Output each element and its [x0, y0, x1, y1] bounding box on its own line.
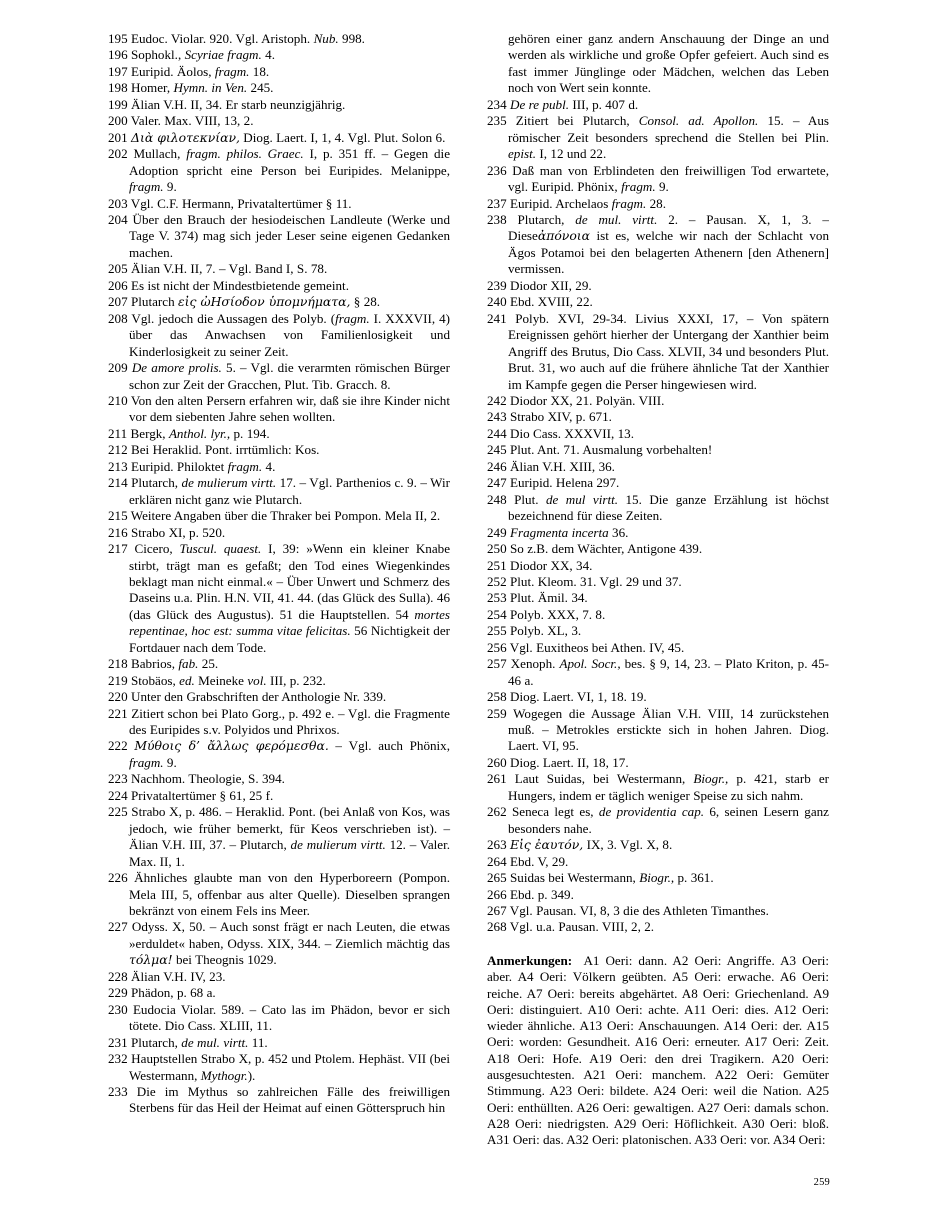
endnote-201: 201 Διὰ φιλοτεκνίαν, Diog. Laert. I, 1, 4. Vgl. Plut. Solon 6. — [108, 129, 446, 145]
endnote-215: 215 Weitere Angaben über die Thraker bei Pompon. Mela II, 2. — [108, 508, 441, 524]
endnote-243: 243 Strabo XIV, p. 671. — [487, 409, 612, 425]
endnote-265: 265 Suidas bei Westermann, Biogr., p. 361. — [487, 870, 714, 886]
endnote-252: 252 Plut. Kleom. 31. Vgl. 29 und 37. — [487, 573, 682, 589]
endnote-218: 218 Babrios, fab. 25. — [108, 656, 219, 672]
endnote-212: 212 Bei Heraklid. Pont. irrtümlich: Kos. — [108, 442, 320, 458]
endnote-217: 217 Cicero, Tuscul. quaest. I, 39: »Wenn ein kleiner Knabe stirbt, trägt man es gefaßt; den Tod eines Wiegenkindes beklagt man nicht einmal.« – Über Unwert und Schmerz des Daseins u.a. Plin. H.N. VII, 41. 44. (das Glück des Sulla). 46 (das Glück des Augustus). 51 die Hauptstellen. 54 mortes repentinae, hoc est: summa vitae felicitas. 56 Nichtigkeit der Fortdauer nach dem Tode. — [108, 541, 451, 655]
endnote-251: 251 Diodor XX, 34. — [487, 557, 593, 573]
endnote-241: 241 Polyb. XVI, 29-34. Livius XXXI, 17, – Von spätern Ereignissen gehört hierher der Untergang der Xanthier beim Angriff des Brutus, Dio Cass. XLVII, 34 und besonders Plut. Brut. 31, wo auch auf die frühere ähnliche Tat der Xanthier im Kampfe gegen die Perser hingewiesen wird. — [487, 310, 829, 392]
endnote-227: 227 Odyss. X, 50. – Auch sonst frägt er nach Leuten, die etwas »erduldet« haben, Odyss. XIX, 344. – Ziemlich mächtig das τόλμα! bei Theognis 1029. — [108, 919, 450, 968]
endnote-239: 239 Diodor XII, 29. — [487, 277, 592, 293]
endnote-220: 220 Unter den Grabschriften der Anthologie Nr. 339. — [108, 689, 387, 705]
left-column — [108, 31, 450, 1117]
endnote-213: 213 Euripid. Philoktet fragm. 4. — [108, 458, 276, 474]
endnote-233-continuation: gehören einer ganz andern Anschauung der Dinge an und werden als wirkliche und große Opfer gefeiert. Auch sind es fast immer Jünglinge oder Mädchen, welchen das Leben noch von Wert sein konnte. — [508, 31, 829, 96]
endnote-225: 225 Strabo X, p. 486. – Heraklid. Pont. (bei Anlaß von Kos, was jedoch, wie früher bemerkt, für Keos verschrieben ist). – Älian V.H. III, 37. – Plutarch, de mulierum virtt. 12. – Valer. Max. II, 1. — [108, 804, 451, 869]
endnote-216: 216 Strabo XI, p. 520. — [108, 524, 226, 540]
endnote-224: 224 Privataltertümer § 61, 25 f. — [108, 787, 274, 803]
endnote-233: 233 Die im Mythus so zahlreichen Fälle des freiwilligen Sterbens für das Heil der Heimat auf einen Götterspruch hin — [108, 1084, 450, 1116]
endnote-208: 208 Vgl. jedoch die Aussagen des Polyb. (fragm. I. XXXVII, 4) über das Anwachsen von Familienlosigkeit und Kinderlosigkeit zu seiner Zeit. — [108, 310, 451, 359]
endnote-249: 249 Fragmenta incerta 36. — [487, 524, 629, 540]
endnote-246: 246 Älian V.H. XIII, 36. — [487, 458, 615, 474]
endnote-229: 229 Phädon, p. 68 a. — [108, 985, 216, 1001]
endnote-235: 235 Zitiert bei Plutarch, Consol. ad. Apollon. 15. – Aus römischer Zeit besonders sprechend die Stellen bei Plin. epist. I, 12 und 22. — [487, 113, 829, 162]
endnote-256: 256 Vgl. Euxitheos bei Athen. IV, 45. — [487, 639, 685, 655]
endnote-247: 247 Euripid. Helena 297. — [487, 475, 620, 491]
endnote-230: 230 Eudocia Violar. 589. – Cato las im Phädon, bevor er sich tötete. Dio Cass. XLIII, 11. — [108, 1001, 450, 1034]
endnote-242: 242 Diodor XX, 21. Polyän. VIII. — [487, 392, 665, 408]
endnote-231: 231 Plutarch, de mul. virtt. 11. — [108, 1034, 268, 1050]
endnote-260: 260 Diog. Laert. II, 18, 17. — [487, 754, 629, 770]
endnote-214: 214 Plutarch, de mulierum virtt. 17. – Vgl. Parthenios c. 9. – Wir erklären nicht ganz wie Plutarch. — [108, 475, 450, 507]
two-column-body — [108, 31, 830, 1162]
endnote-258: 258 Diog. Laert. VI, 1, 18. 19. — [487, 689, 647, 705]
anmerkungen-section: Anmerkungen: A1 Oeri: dann. A2 Oeri: Angriffe. A3 Oeri: aber. A4 Oeri: Völkern geübten. A5 Oeri: erwache. A6 Oeri: reiche. A7 Oeri: bereits abgehärtet. A8 Oeri: Griechenland. A9 Oeri: distinguiert. A10 Oeri: achte. A11 Oeri: dies. A12 Oeri: wieder ähnliche. A13 Oeri: Anschauungen. A14 Oeri: der. A15 Oeri: worden: Gesundheit. A16 Oeri: erneuter. A17 Oeri: Zeit. A18 Oeri: Hofe. A19 Oeri: den drei Tragikern. A20 Oeri: ausgesuchtesten. A21 Oeri: manchem. A22 Oeri: Gemüter Stimmung. A23 Oeri: bildete. A24 Oeri: weil die Nation. A25 Oeri: enthüllten. A26 Oeri: gewaltigen. A27 Oeri: damals schon. A28 Oeri: niedrigsten. A29 Oeri: Höflichkeit. A30 Oeri: bloß. A31 Oeri: das. A32 Oeri: platonischen. A33 Oeri: vor. A34 Oeri: — [487, 952, 829, 1148]
endnote-232: 232 Hauptstellen Strabo X, p. 452 und Ptolem. Hephäst. VII (bei Westermann, Mythogr.). — [108, 1051, 450, 1083]
right-column — [487, 31, 829, 1162]
endnote-207: 207 Plutarch εἰς ὠΗσίοδον ὑπομνήματα, § 28. — [108, 294, 381, 310]
endnote-203: 203 Vgl. C.F. Hermann, Privataltertümer § 11. — [108, 195, 352, 211]
endnote-196: 196 Sophokl., Scyriae fragm. 4. — [108, 47, 275, 63]
endnote-200: 200 Valer. Max. VIII, 13, 2. — [108, 113, 254, 129]
endnote-206: 206 Es ist nicht der Mindestbietende gemeint. — [108, 277, 349, 293]
endnote-234: 234 De re publ. III, p. 407 d. — [487, 96, 639, 112]
endnote-222: 222 Μύθοις δ’ ἄλλως φερόμεσθα. – Vgl. auch Phönix, fragm. 9. — [108, 738, 450, 770]
endnote-226: 226 Ähnliches glaubte man von den Hyperboreern (Pompon. Mela III, 5, offenbar aus alter Quelle). Dieselben sprangen bekränzt von einem Fels ins Meer. — [108, 870, 450, 919]
endnote-255: 255 Polyb. XL, 3. — [487, 623, 582, 639]
endnote-211: 211 Bergk, Anthol. lyr., p. 194. — [108, 425, 270, 441]
endnote-199: 199 Älian V.H. II, 34. Er starb neunzigjährig. — [108, 96, 346, 112]
endnote-245: 245 Plut. Ant. 71. Ausmalung vorbehalten! — [487, 442, 713, 458]
endnote-223: 223 Nachhom. Theologie, S. 394. — [108, 771, 285, 787]
endnote-244: 244 Dio Cass. XXXVII, 13. — [487, 425, 634, 441]
endnote-236: 236 Daß man von Erblindeten den freiwilligen Tod erwartete, vgl. Euripid. Phönix, fragm. 9. — [487, 162, 829, 195]
endnote-262: 262 Seneca legt es, de providentia cap. 6, seinen Lesern ganz besonders nahe. — [487, 804, 829, 836]
endnote-228: 228 Älian V.H. IV, 23. — [108, 968, 226, 984]
endnote-195: 195 Eudoc. Violar. 920. Vgl. Aristoph. Nub. 998. — [108, 31, 365, 46]
endnote-266: 266 Ebd. p. 349. — [487, 886, 574, 902]
endnote-237: 237 Euripid. Archelaos fragm. 28. — [487, 195, 666, 211]
endnote-268: 268 Vgl. u.a. Pausan. VIII, 2, 2. — [487, 919, 655, 935]
endnote-219: 219 Stobäos, ed. Meineke vol. III, p. 232. — [108, 672, 326, 688]
endnote-210: 210 Von den alten Persern erfahren wir, daß sie ihre Kinder nicht vor dem siebenten Jahre sehen wollten. — [108, 392, 450, 425]
endnote-197: 197 Euripid. Äolos, fragm. 18. — [108, 63, 270, 79]
endnote-253: 253 Plut. Ämil. 34. — [487, 590, 588, 606]
endnote-254: 254 Polyb. XXX, 7. 8. — [487, 606, 606, 622]
endnote-259: 259 Wogegen die Aussage Älian V.H. VIII, 14 zurückstehen muß. – Metrokles erstickte sich in hohen Jahren. Diog. Laert. VI, 95. — [487, 705, 829, 754]
endnote-250: 250 So z.B. dem Wächter, Antigone 439. — [487, 541, 703, 557]
endnote-198: 198 Homer, Hymn. in Ven. 245. — [108, 80, 274, 96]
endnote-204: 204 Über den Brauch der hesiodeischen Landleute (Werke und Tage V. 374) mag sich jeder Leser seine eigenen Gedanken machen. — [108, 211, 450, 260]
endnote-263: 263 Εἰς ἐαυτόν, IX, 3. Vgl. X, 8. — [487, 837, 673, 853]
endnote-261: 261 Laut Suidas, bei Westermann, Biogr., p. 421, starb er Hungers, indem er täglich weniger Speise zu sich nahm. — [487, 771, 829, 803]
endnote-202: 202 Mullach, fragm. philos. Graec. I, p. 351 ff. – Gegen die Adoption spricht eine Person bei Euripides. Melanippe, fragm. 9. — [108, 146, 451, 195]
endnote-264: 264 Ebd. V, 29. — [487, 853, 569, 869]
endnote-267: 267 Vgl. Pausan. VI, 8, 3 die des Athleten Timanthes. — [487, 903, 769, 919]
endnote-205: 205 Älian V.H. II, 7. – Vgl. Band I, S. 78. — [108, 261, 328, 277]
endnote-209: 209 De amore prolis. 5. – Vgl. die verarmten römischen Bürger schon zur Zeit der Gracchen, Plut. Tib. Gracch. 8. — [108, 360, 450, 392]
endnote-238: 238 Plutarch, de mul. virtt. 2. – Pausan. X, 1, 3. – Dieseἀπόνοια ist es, welche wir nach der Schlacht von Ägos Potamoi bei den belagerten Athenern [den Athenern] vermissen. — [487, 211, 829, 277]
endnote-240: 240 Ebd. XVIII, 22. — [487, 294, 593, 310]
endnote-248: 248 Plut. de mul virtt. 15. Die ganze Erzählung ist höchst bezeichnend für diese Zeiten. — [487, 491, 830, 524]
page-number: 259 — [813, 1177, 830, 1188]
endnote-221: 221 Zitiert schon bei Plato Gorg., p. 492 e. – Vgl. die Fragmente des Euripides s.v. Polyidos und Phrixos. — [108, 705, 450, 738]
endnote-257: 257 Xenoph. Apol. Socr., bes. § 9, 14, 23. – Plato Kriton, p. 45-46 a. — [487, 656, 829, 688]
anmerkungen-label: Anmerkungen: — [487, 952, 573, 968]
